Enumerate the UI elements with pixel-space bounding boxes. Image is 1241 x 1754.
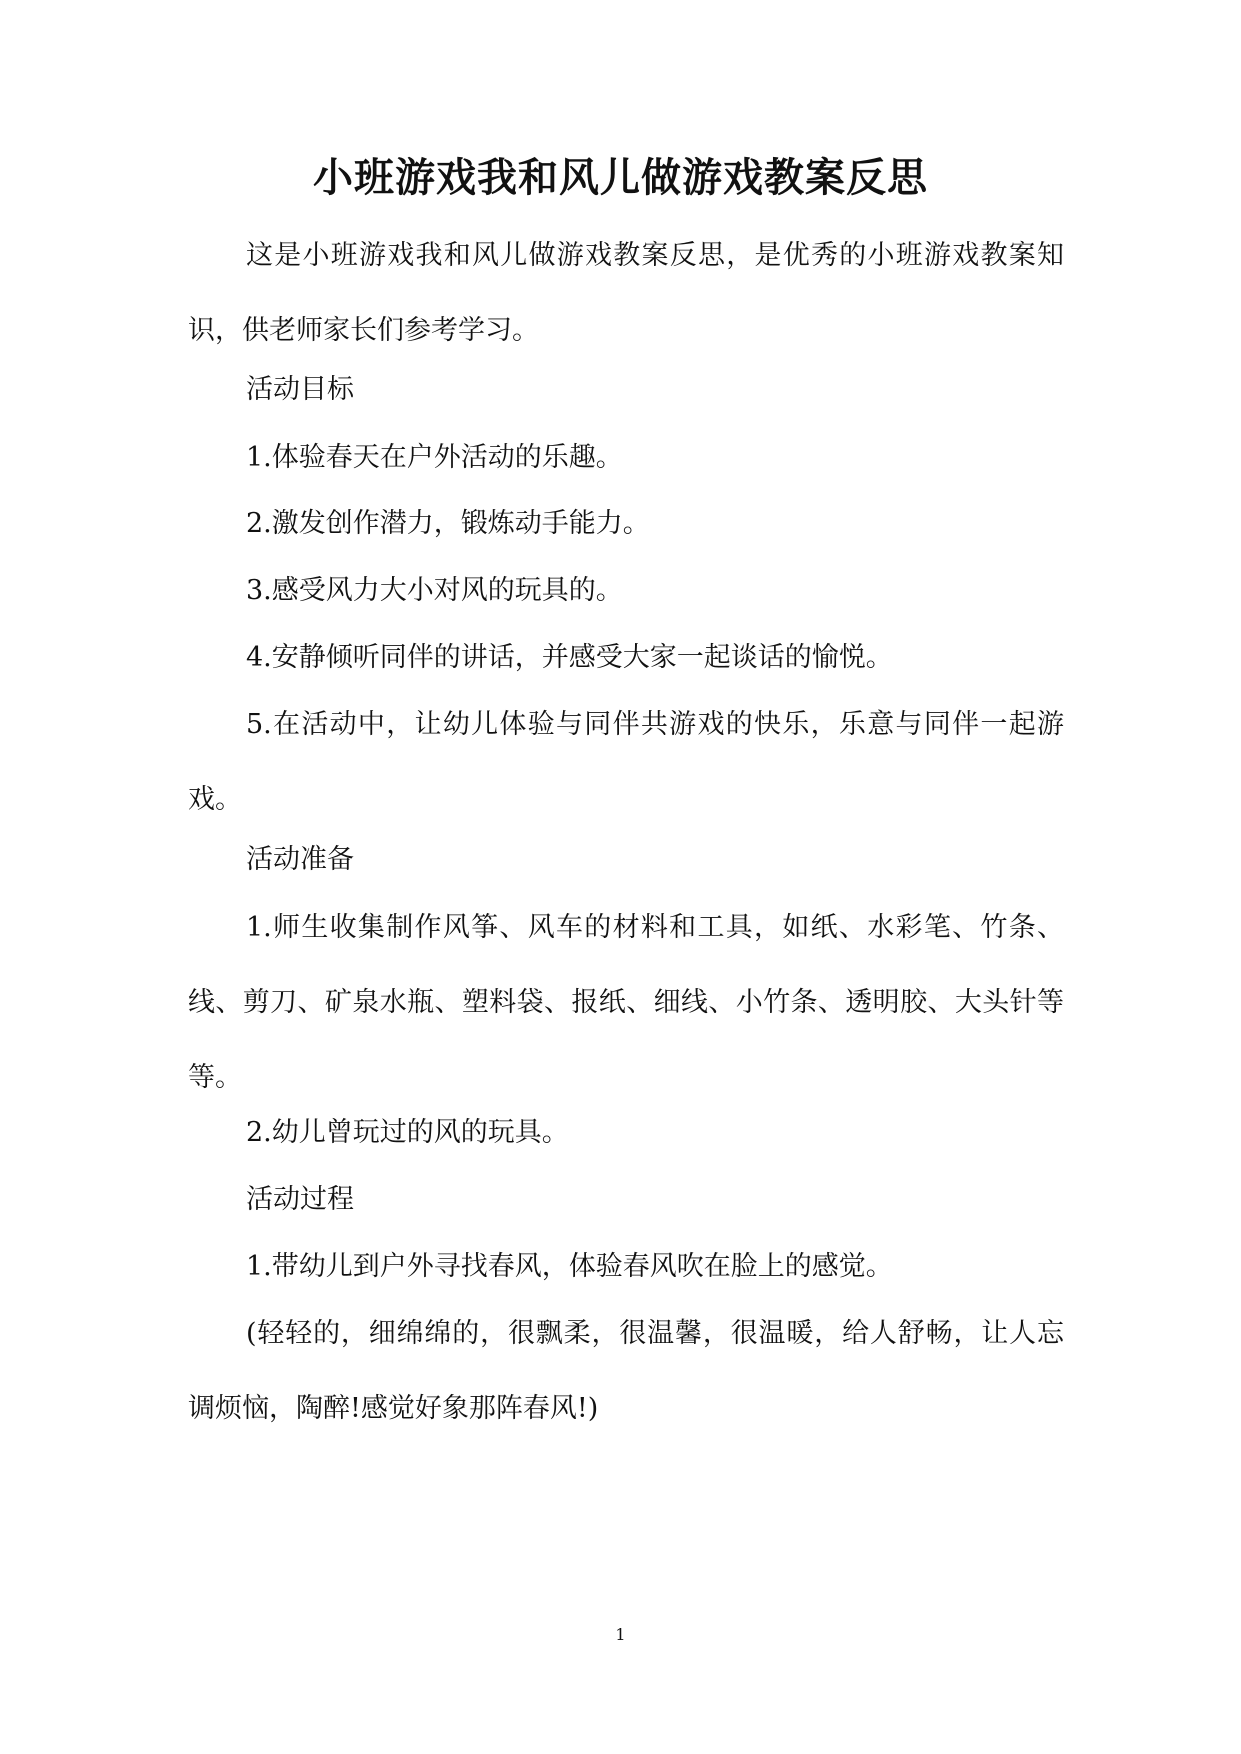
process-item-1: 1.带幼儿到户外寻找春风，体验春风吹在脸上的感觉。 — [246, 1251, 893, 1282]
goal-item-2: 2.激发创作潜力，锻炼动手能力。 — [246, 508, 650, 539]
goal-item-5: 5.在活动中，让幼儿体验与同伴共游戏的快乐，乐意与同伴一起游戏。 — [188, 709, 1064, 815]
document-title: 小班游戏我和风儿做游戏教案反思 — [313, 154, 928, 201]
page-number: 1 — [615, 1625, 626, 1644]
section-heading-process: 活动过程 — [246, 1184, 354, 1215]
section-heading-goals: 活动目标 — [246, 374, 354, 405]
intro-paragraph: 这是小班游戏我和风儿做游戏教案反思，是优秀的小班游戏教案知识，供老师家长们参考学习。 — [188, 240, 1064, 346]
preparation-item-2: 2.幼儿曾玩过的风的玩具。 — [246, 1117, 569, 1148]
process-note: (轻轻的，细绵绵的，很飘柔，很温馨，很温暖，给人舒畅，让人忘调烦恼，陶醉!感觉好象那阵春风!) — [188, 1318, 1064, 1424]
preparation-item-1: 1.师生收集制作风筝、风车的材料和工具，如纸、水彩笔、竹条、线、剪刀、矿泉水瓶、塑料袋、报纸、细线、小竹条、透明胶、大头针等等。 — [188, 912, 1064, 1093]
goal-item-4: 4.安静倾听同伴的讲话，并感受大家一起谈话的愉悦。 — [246, 642, 893, 673]
goal-item-1: 1.体验春天在户外活动的乐趣。 — [246, 442, 623, 473]
section-heading-preparation: 活动准备 — [246, 844, 354, 875]
goal-item-3: 3.感受风力大小对风的玩具的。 — [246, 575, 623, 606]
